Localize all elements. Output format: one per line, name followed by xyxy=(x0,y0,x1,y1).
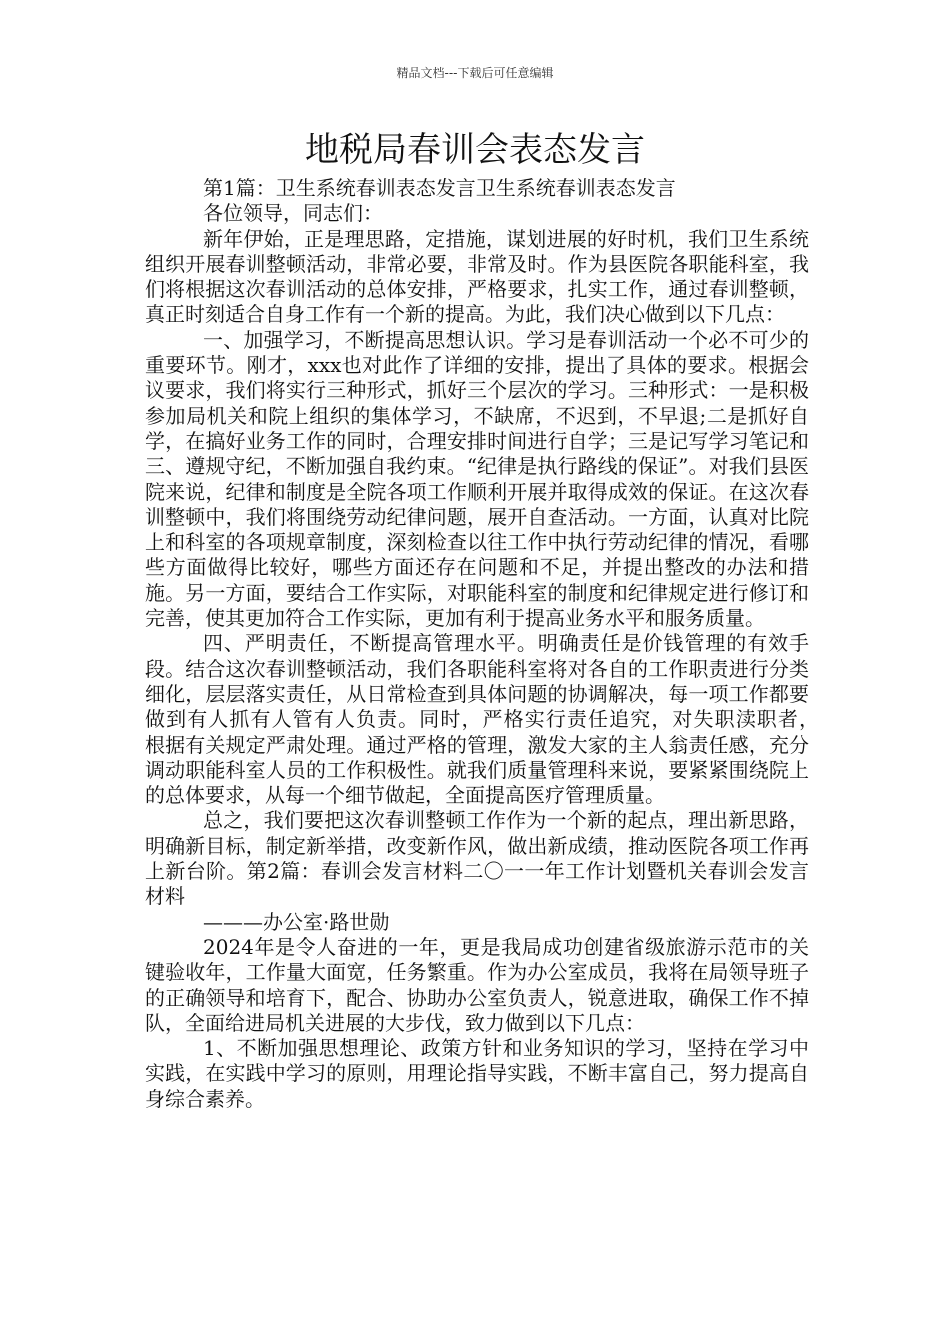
document-title: 地税局春训会表态发言 xyxy=(305,130,645,170)
paragraph-4: 一、加强学习，不断提高思想认识。学习是春训活动一个必不可少的重要环节。刚才，xxx也对此作了详细的安排，提出了具体的要求。根据会议要求，我们将实行三种形式，抓好三个层次的学习。三种形式：一是积极参加局机关和院上组织的集体学习，不缺席，不迟到，不早退;二是抓好自学，在搞好业务工作的同时，合理安排时间进行自学；三是记写学习笔记和三、遵规守纪，不断加强自我约束。“纪律是执行路线的保证”。对我们县医院来说，纪律和制度是全院各项工作顺利开展并取得成效的保证。在这次春训整顿中，我们将围绕劳动纪律问题，展开自查活动。一方面，认真对比院上和科室的各项规章制度，深刻检查以往工作中执行劳动纪律的情况，看哪些方面做得比较好，哪些方面还存在问题和不足，并提出整改的办法和措施。另一方面，要结合工作实际，对职能科室的制度和纪律规定进行修订和完善，使其更加符合工作实际，更加有利于提高业务水平和服务质量。 xyxy=(145,327,809,631)
paragraph-1: 第1篇：卫生系统春训表态发言卫生系统春训表态发言 xyxy=(203,176,676,200)
paragraph-9: 1、不断加强思想理论、政策方针和业务知识的学习，坚持在学习中实践，在实践中学习的原则，用理论指导实践，不断丰富自己，努力提高自身综合素养。 xyxy=(145,1036,809,1111)
paragraph-3: 新年伊始，正是理思路，定措施，谋划进展的好时机，我们卫生系统组织开展春训整顿活动，非常必要，非常及时。作为县医院各职能科室，我们将根据这次春训活动的总体安排，严格要求，扎实工作，通过春训整顿，真正时刻适合自身工作有一个新的提高。为此，我们决心做到以下几点： xyxy=(145,226,809,327)
paragraph-8: 2024年是令人奋进的一年，更是我局成功创建省级旅游示范市的关键验收年，工作量大面宽，任务繁重。作为办公室成员，我将在局领导班子的正确领导和培育下，配合、协助办公室负责人，锐意进取，确保工作不掉队，全面给进局机关进展的大步伐，致力做到以下几点： xyxy=(145,934,809,1035)
paragraph-5: 四、严明责任，不断提高管理水平。明确责任是价钱管理的有效手段。结合这次春训整顿活动，我们各职能科室将对各自的工作职责进行分类细化，层层落实责任，从日常检查到具体问题的协调解决，每一项工作都要做到有人抓有人管有人负责。同时，严格实行责任追究，对失职渎职者， 根据有关规定严肃处理。通过严格的管理，激发大家的主人翁责任感，充分调动职能科室人员的工作积极性。就我们质量管理科来说，要紧紧围绕院上的总体要求，从每一个细节做起，全面提高医疗管理质量。 xyxy=(145,631,849,808)
paragraph-6: 总之，我们要把这次春训整顿工作作为一个新的起点，理出新思路，明确新目标，制定新举措，改变新作风，做出新成绩，推动医院各项工作再上新台阶。第2篇：春训会发言材料二〇一一年工作计划暨机关春训会发言材料 xyxy=(145,808,809,909)
header-note: 精品文档---下载后可任意编辑 xyxy=(396,66,554,80)
paragraph-7: ———办公室·路世勋 xyxy=(203,909,390,934)
document-body xyxy=(145,176,849,1112)
paragraph-2: 各位领导，同志们： xyxy=(203,201,383,226)
